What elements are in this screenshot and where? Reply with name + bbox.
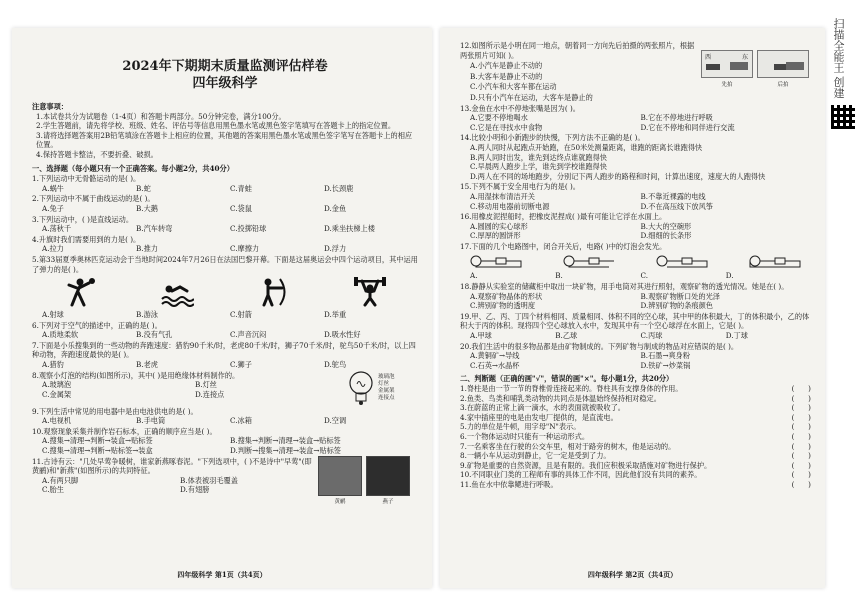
answer-blank[interactable]: ( ) [791,393,811,403]
option: A.观察矿物晶体的形状 [470,291,543,301]
fig-label: 玻璃泡 [378,373,395,380]
option: C.早晨两人跑步上学，谁先到学校谁跑得快 [470,162,607,172]
judge-item: 7.一名乘客坐在行驶的公交车里，相对于路旁的树木，他是运动的。 ( ) [460,441,811,451]
judge-item: 3.在蔚蓝的正常上滴一滴水，水的表面就被吸收了。 ( ) [460,403,811,413]
option: A.电视机 [42,416,72,426]
option: A.它要不停地喝水 [470,113,528,123]
option: B.石墨→爽身粉 [640,351,691,361]
option: B.汽车转弯 [136,224,173,234]
scanner-watermark [830,12,856,129]
note-item: 3.请将选择题答案用2B铅笔填涂在答题卡上相应的位置，其他题的答案用黑色墨水笔或黑色签字笔写在答题卡上的相应位置。 [36,130,413,150]
option: A. [470,271,478,281]
option: C.石英→水晶杯 [470,360,520,370]
answer-blank[interactable]: ( ) [791,422,811,432]
option: C.声音沉闷 [230,330,267,340]
option: B.搜集→判断→清理→装盒→贴标签 [230,436,341,446]
option: C.移动用电器前切断电源 [470,201,550,211]
option: A.荡秋千 [42,224,72,234]
car-scene-after-icon [757,50,809,78]
circuit-b-icon [559,253,619,269]
option: C.袋鼠 [230,203,252,213]
judge-item: 2.鱼类、鸟类和哺乳类动物的共同点是体温始终保持相对稳定。 ( ) [460,393,811,403]
option: B.老虎 [136,360,158,370]
ball-player-icon [63,277,97,307]
note-item: 2.学生答题前，请先将学校、班级、姓名、评估号等信息用黑色墨水笔或黑色签字笔填写在答题卡上的指定位置。 [36,121,396,131]
option: C.厚厚的圆饼形 [470,231,521,241]
notes-heading: 注意事项： [32,102,68,111]
exam-title: 2024年下期期末质量监测评估样卷 [122,59,328,74]
question: 9.下列生活中常见的用电器中是由电池供电的是( )。 [32,406,198,416]
option: C.胎生 [42,485,64,495]
options-row [460,351,811,370]
option: D.浮力 [324,244,347,254]
option: B.它在不停地进行呼吸 [640,113,713,123]
car-photos-figure [701,40,811,103]
exam-page-2 [440,28,825,588]
qr-code-icon [831,105,855,129]
fig-label: 灯丝 [378,380,390,387]
option: B.体表被羽毛覆盖 [180,475,238,485]
option: D. [725,271,734,281]
options-row [32,330,418,340]
option: D.只有小汽车在运动，大客车是静止的 [470,92,593,102]
swallow-photo [366,456,410,496]
photo-caption: 先拍 [721,81,733,88]
option: D.有翅膀 [180,485,210,495]
answer-blank[interactable]: ( ) [791,431,811,441]
options-row [32,184,418,194]
option: A.圆圆的实心球形 [470,221,528,231]
question: 3.下列运动中，( )是直线运动。 [32,214,134,224]
answer-blank[interactable]: ( ) [791,479,811,489]
circuit-c-icon [652,253,712,269]
answer-blank[interactable]: ( ) [791,460,811,470]
option: D.金鱼 [324,203,347,213]
option: B.观察矿物断口处的光泽 [640,291,720,301]
option: A.搜集→清理→判断→装盒→贴标签 [42,436,153,446]
note-item: 1.本试卷共分为试题卷（1-4页）和答题卡两部分。50分钟完卷，满分100分。 [36,111,286,121]
option: B.大客车是静止不动的 [470,71,543,81]
option: B.蛇 [136,183,151,193]
section-choice-heading: 一、选择题（每小题只有一个正确答案。每小题2分，共40分） [32,163,234,173]
options-row [32,204,418,214]
option: C.狮子 [230,360,252,370]
option: D.它在不停地和同伴进行交流 [640,122,735,132]
option: B.推力 [136,244,158,254]
answer-blank[interactable]: ( ) [791,384,811,393]
bird-photos [318,456,418,508]
option: B.大鹅 [136,203,158,213]
option: C.小汽车和大客车都在运动 [470,82,557,92]
question: 18.静静从实验室的储藏柜中取出一块矿物，用手电筒对其进行照射，观察矿物的透光情况。她是在( )。 [460,282,789,292]
judge-item: 5.力的单位是牛顿，用字母"N"表示。 ( ) [460,422,811,432]
option: A.质地柔软 [42,330,79,340]
judge-item: 11.鱼在水中依靠鳃进行呼吸。 ( ) [460,479,811,489]
question: 13.金鱼在水中不停地张嘴是因为( )。 [460,103,580,113]
option: C.金属架 [42,389,72,399]
option: B.没有气孔 [136,330,173,340]
answer-blank[interactable]: ( ) [791,412,811,422]
answer-blank[interactable]: ( ) [791,470,811,480]
question: 5.第33届夏季奥林匹克运动会于当地时间2024年7月26日在法国巴黎开幕。下面是这届奥运会中四个运动项目，其中运用了弹力的是( )。 [32,254,418,274]
option: A.蜗牛 [42,183,64,193]
option: D.丁球 [725,331,748,341]
option: A.有两只脚 [42,475,79,485]
option: D.辨别矿物的条痕颜色 [640,301,713,311]
option: D.细细的长条形 [640,231,692,241]
page-footer: 四年级科学 第1页（共4页） [177,570,267,579]
option: C.摩擦力 [230,244,260,254]
options-row [460,113,811,132]
circuit-diagrams-row [460,253,811,269]
question: 12.如图所示是小明在同一地点，朝着同一方向先后拍摄的两张照片，根据两张照片可知( )。 [460,41,695,60]
option: D.两人在不同的场地跑步，分别记下两人跑步的路程和时间，计算出速度，速度大的人跑得快 [470,171,766,181]
photo-caption: 后拍 [777,81,789,88]
option: B.手电筒 [136,416,166,426]
option: A.甲球 [470,331,492,341]
option: D.连接点 [195,389,225,399]
option: D.乘坐扶梯上楼 [324,224,375,234]
options-row [32,360,418,370]
question: 6.下列对于空气的描述中，正确的是( )。 [32,320,162,330]
option: B.乙球 [555,331,578,341]
answer-blank[interactable]: ( ) [791,451,811,461]
exam-subtitle: 四年级科学 [192,76,258,91]
options-row [32,310,418,320]
option: C. [640,271,649,281]
question: 17.下面的几个电路图中，闭合开关后，电路( )中的灯泡会发光。 [460,241,667,251]
option: D.举重 [324,310,347,320]
option: D.吸水性好 [324,330,361,340]
option: D.判断→搜集→清理→装盒→贴标签 [230,446,341,456]
light-bulb-icon [348,370,378,406]
judge-item: 6.一个物体运动时只能有一种运动形式。 ( ) [460,431,811,441]
weightlifter-icon [353,277,387,307]
question: 8.观察小灯泡的结构(如图所示)，其中( )是用绝缘体材料制作的。 [32,370,240,380]
option: C.投掷铅球 [230,224,267,234]
option: C.冰箱 [230,416,252,426]
question: 15.下列不属于安全用电行为的是( )。 [460,182,580,192]
photo-caption: 燕子 [382,499,394,506]
question: 19.甲、乙、丙、丁四个材料相同、质量相同、体积不同的空心球，其中甲的体积最大，丁的体积最小，乙的体积大于丙的体积。现将四个空心球放入水中，发现其中有一个空心球浮在水面上，它是( )。 [460,311,810,331]
option: B.游泳 [136,310,158,320]
fig-label: 连接点 [378,394,395,401]
option: A.两人同时从起跑点开始跑，在50米处测量距离，谁跑的距离长谁跑得快 [470,142,703,152]
question: 14.比较小明和小新跑步的快慢，下列方法不正确的是( )。 [460,133,645,143]
options-row [460,192,811,211]
options-row [32,244,418,254]
direction-label: 西 [705,54,712,61]
option: B. [555,271,563,281]
option: D.铁矿→炒菜锅 [640,360,691,370]
options-row [460,292,811,311]
bulb-structure-figure [348,370,418,406]
exam-page-1 [12,28,432,588]
options-row [460,331,811,341]
option: A.猎豹 [42,360,64,370]
option: B.灯丝 [195,380,217,390]
option: D.不在高压线下放风筝 [640,201,713,211]
option: C.它是在寻找水中食物 [470,122,543,132]
option: A.兔子 [42,203,64,213]
question: 2.下列运动中不属于曲线运动的是( )。 [32,194,155,204]
option: C.丙球 [640,331,663,341]
fig-label: 金属架 [378,387,395,394]
sport-icons-row [32,277,418,307]
question: 10.观察现象采集并制作岩石标本，正确的顺序应当是( )。 [32,426,217,436]
options-row [32,380,348,399]
options-row [32,436,418,455]
direction-label: 东 [742,54,749,61]
swimmer-icon [160,277,194,307]
option: A.拉力 [42,244,64,254]
option: B.不靠近裸露的电线 [640,191,706,201]
option: A.小汽车是静止不动的 [470,61,543,71]
option: D.空调 [324,416,347,426]
photo-caption: 黄鹂 [334,499,346,506]
judge-item: 10.不同职业门类的工程师有事的具体工作不同，因此他们没有共同的素养。 ( ) [460,470,811,480]
circuit-d-icon [745,253,805,269]
option: C.射箭 [230,310,252,320]
answer-blank[interactable]: ( ) [791,441,811,451]
question: 4.升旗时我们需要用到的力是( )。 [32,234,141,244]
option: C.搜集→清理→判断→贴标签→装盒 [42,446,153,456]
judge-item: 9.矿物是重要的自然资源，且是有限的。我们应积极采取措施对矿物进行保护。 ( ) [460,460,811,470]
question: 7.下面是小乐搜集到的一些动物的奔跑速度：猎豹90千米/时，老虎80千米/时，狮子70千米/时，驼鸟50千米/时，以上四种动物，奔跑速度最快的是( )。 [32,340,416,360]
option: B.两人同时出发，谁先到达终点谁就跑得快 [470,152,607,162]
section-judge-heading: 二、判断题（正确的画"√"，错误的画"×"。每小题1分，共20分） [460,374,674,384]
note-item: 4.保持答题卡整洁，不要折叠、破损。 [36,149,158,159]
option: C.辨别矿物的透明度 [470,301,536,311]
options-row [460,271,811,281]
watermark-text: 扫描全能王 创建 [832,18,845,99]
judge-item: 1.脊柱是由一节一节的脊椎骨连接起来的。脊柱具有支撑身体的作用。 ( ) [460,384,811,393]
option: A.用湿抹布清洁开关 [470,191,535,201]
option: C.青蛙 [230,183,252,193]
options-row [460,222,811,241]
option: A.玻璃泡 [42,380,72,390]
question: 20.我们生活中的很多物品都是由矿物制成的。下列矿物与制成的物品对应错误的是( )。 [460,341,739,351]
options-row [32,224,418,234]
question: 1.下列运动中无骨骼运动的是( )。 [32,174,141,184]
option: B.大大的空碗形 [640,221,692,231]
answer-blank[interactable]: ( ) [791,403,811,413]
option: A.黄铜矿→导线 [470,351,520,361]
circuit-a-icon [466,253,526,269]
judge-item: 8.一辆小车从运动到静止，它一定是受到了力。 ( ) [460,451,811,461]
option: D.鸵鸟 [324,360,347,370]
options-row [32,476,318,495]
options-row [32,416,418,426]
question: 11.古诗有云："几处早莺争暖树，谁家新燕啄春泥。"下列选项中，( )不是诗中"早莺"(即黄鹂)和"新燕"(如图所示)的共同特征。 [32,456,312,476]
car-scene-before-icon [701,50,753,78]
archer-icon [256,277,290,307]
question: 16.用橡皮泥捏船时，把橡皮泥捏成( )最有可能让它浮在水面上。 [460,212,667,222]
judge-item: 4.家中插座里的电是由发电厂提供的，是直流电。 ( ) [460,412,811,422]
oriole-photo [318,456,362,496]
option: D.长颈鹿 [324,183,354,193]
option: A.射球 [42,310,64,320]
page-footer: 四年级科学 第2页（共4页） [587,570,678,579]
